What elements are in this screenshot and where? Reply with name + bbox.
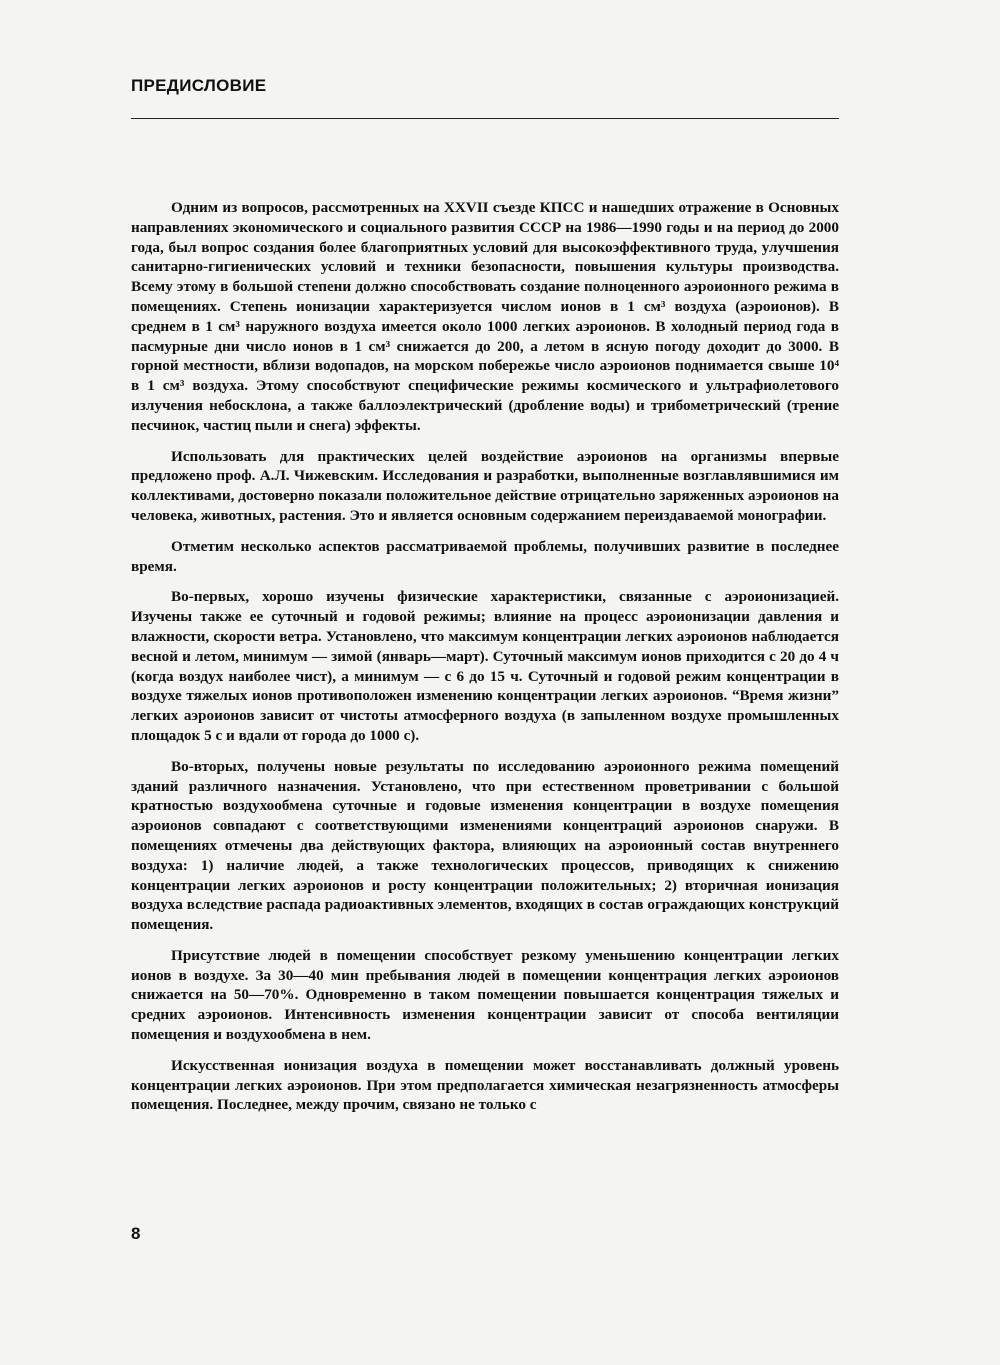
body-text	[131, 198, 839, 1126]
heading-rule	[131, 118, 839, 119]
page-number: 8	[131, 1224, 141, 1243]
paragraph-4: Во-первых, хорошо изучены физические характеристики, связанные с аэроионизацией. Изучены также ее суточный и годовой режимы; влияние на процесс аэроионизации давления и влажности, скорости ветра. Установлено, что максимум концентрации легких аэроионов наблюдается весной и летом, минимум — зимой (январь—март). Суточный максимум ионов приходится с 20 до 4 ч (когда воздух наиболее чист), а минимум — с 6 до 15 ч. Суточный и годовой режим концентрации в воздухе тяжелых ионов противоположен изменению концентрации легких аэроионов. “Время жизни” легких аэроионов зависит от чистоты атмосферного воздуха (в запыленном воздухе промышленных площадок 5 с и вдали от города до 1000 с).	[131, 588, 839, 744]
paragraph-1: Одним из вопросов, рассмотренных на XXVII съезде КПСС и нашедших отражение в Основных направлениях экономического и социального развития СССР на 1986—1990 годы и на период до 2000 года, был вопрос создания более благоприятных условий для высокоэффективного труда, улучшения санитарно-гигиенических условий и техники безопасности, повышения культуры производства. Всему этому в большой степени должно способствовать создание полноценного аэроионного режима в помещениях. Степень ионизации характеризуется числом ионов в 1 см³ воздуха (аэроионов). В среднем в 1 см³ наружного воздуха имеется около 1000 легких аэроионов. В холодный период года в пасмурные дни число ионов в 1 см³ снижается до 200, а летом в ясную погоду доходит до 3000. В горной местности, вблизи водопадов, на морском побережье число аэроионов поднимается свыше 10⁴ в 1 см³ воздуха. Этому способствуют специфические режимы космического и ультрафиолетового излучения небосклона, а также баллоэлектрический (дробление воды) и трибометрический (трение песчинок, частиц пыли и снега) эффекты.	[131, 199, 839, 434]
paragraph-2: Использовать для практических целей воздействие аэроионов на организмы впервые предложено проф. А.Л. Чижевским. Исследования и разработки, выполненные возглавлявшимися им коллективами, достоверно показали положительное действие отрицательно заряженных аэроионов на человека, животных, растения. Это и является основным содержанием переиздаваемой монографии.	[131, 447, 839, 524]
paragraph-6: Присутствие людей в помещении способствует резкому уменьшению концентрации легких ионов в воздухе. За 30—40 мин пребывания людей в помещении концентрация легких аэроионов снижается на 50—70%. Одновременно в таком помещении повышается концентрация тяжелых и средних аэроионов. Интенсивность изменения концентрации зависит от способа вентиляции помещения и воздухообмена в нем.	[131, 946, 839, 1044]
paragraph-5: Во-вторых, получены новые результаты по исследованию аэроионного режима помещений зданий различного назначения. Установлено, что при естественном проветривании с большой кратностью воздухообмена суточные и годовые изменения концентрации в воздухе помещения аэроионов совпадают с соответствующими изменениями концентраций аэроионов снаружи. В помещениях отмечены два действующих фактора, влияющих на аэроионный состав внутреннего воздуха: 1) наличие людей, а также технологических процессов, приводящих к снижению концентрации легких аэроионов и росту концентрации положительных; 2) вторичная ионизация воздуха вследствие распада радиоактивных элементов, входящих в состав ограждающих конструкций помещения.	[131, 757, 839, 934]
paragraph-3: Отметим несколько аспектов рассматриваемой проблемы, получивших развитие в последнее время.	[131, 537, 839, 575]
paragraph-7: Искусственная ионизация воздуха в помещении может восстанавливать должный уровень концентрации легких аэроионов. При этом предполагается химическая незагрязненность атмосферы помещения. Последнее, между прочим, связано не только с	[131, 1056, 839, 1114]
section-heading: ПРЕДИСЛОВИЕ	[131, 76, 267, 95]
